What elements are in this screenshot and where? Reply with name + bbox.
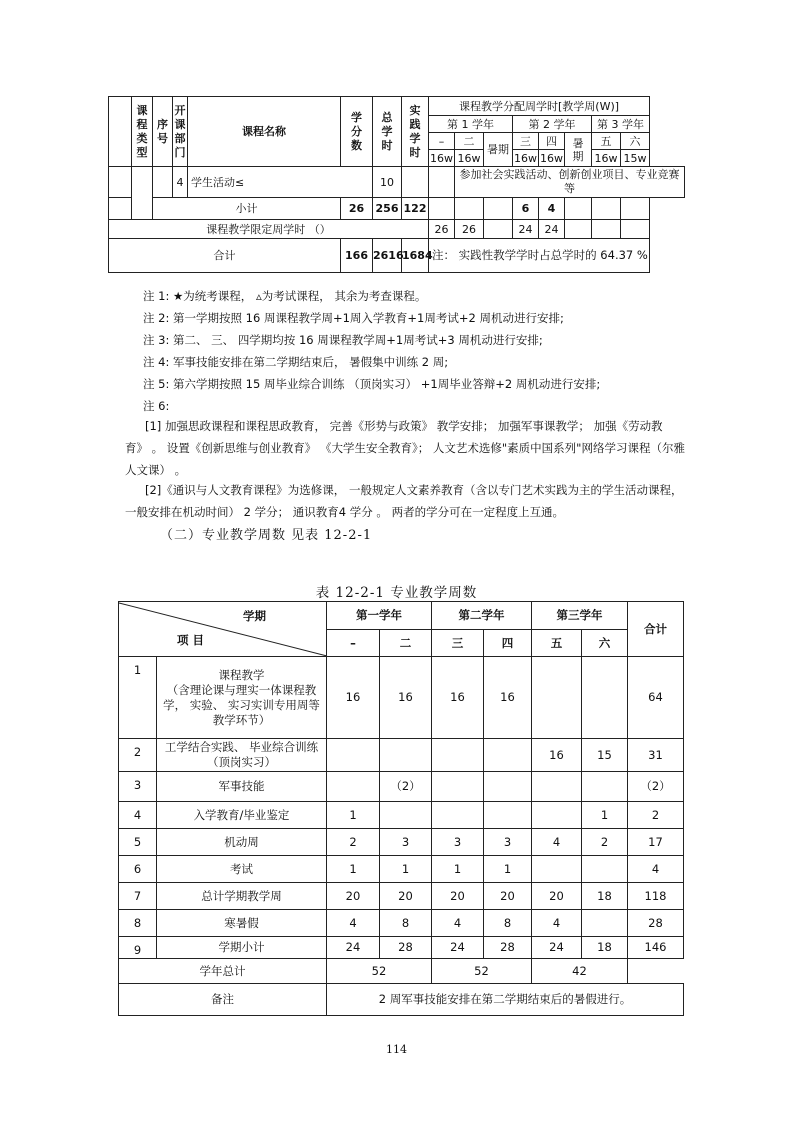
header-year-3: 第三学年 xyxy=(532,602,628,630)
row-term-value: 20 xyxy=(380,883,432,910)
weeks-term-5: 16w xyxy=(592,150,621,167)
row-term-value: 16 xyxy=(327,657,380,739)
table-row xyxy=(119,829,684,856)
row-total: 118 xyxy=(628,883,684,910)
empty-cell xyxy=(402,167,429,198)
empty-cell xyxy=(153,167,173,198)
row-term-value xyxy=(484,802,532,829)
header-term-3: 三 xyxy=(432,630,484,657)
row-number: 9 xyxy=(119,937,157,959)
row-total: 2 xyxy=(628,802,684,829)
empty-cell xyxy=(484,198,513,220)
year-total-2: 52 xyxy=(432,959,532,984)
empty-cell xyxy=(592,198,621,220)
subtotal-credit: 26 xyxy=(341,198,373,220)
row-term-value: 8 xyxy=(380,910,432,937)
row-number: 4 xyxy=(119,802,157,829)
diagonal-line xyxy=(119,603,327,656)
row-term-value: 16 xyxy=(380,657,432,739)
empty-cell xyxy=(621,220,650,239)
header-credit: 学 分 数 xyxy=(341,97,373,167)
row-term-value xyxy=(582,856,628,883)
teaching-weeks-table xyxy=(118,601,684,1016)
header-term-6: 六 xyxy=(621,133,650,150)
note-2: 注 2: 第一学期按照 16 周课程教学周+1周入学教育+1周考试+2 周机动进行安排; xyxy=(143,311,564,325)
remark-text: 2 周军事技能安排在第二学期结束后的暑假进行。 xyxy=(327,984,684,1016)
row-term-value xyxy=(582,657,628,739)
row-total: 146 xyxy=(628,937,684,959)
row-term-value: 24 xyxy=(432,937,484,959)
row-item-name: 学期小计 xyxy=(157,937,327,959)
header-term-2: 二 xyxy=(455,133,484,150)
row-term-value xyxy=(327,772,380,802)
header-term-5: 五 xyxy=(532,630,582,657)
empty-cell xyxy=(565,198,592,220)
table-body xyxy=(119,657,684,959)
row-term-value xyxy=(327,739,380,772)
note-5: 注 5: 第六学期按照 15 周毕业综合训练 （顶岗实习） +1周毕业答辩+2 周机动进行安排; xyxy=(143,377,601,391)
table-row xyxy=(119,657,684,739)
header-year-2: 第二学年 xyxy=(432,602,532,630)
row-term-value: 1 xyxy=(380,856,432,883)
row-term-value xyxy=(484,772,532,802)
row-term-value xyxy=(532,772,582,802)
subtotal-term-4: 4 xyxy=(539,198,565,220)
header-term-5: 五 xyxy=(592,133,621,150)
row-term-value: 4 xyxy=(532,829,582,856)
row-total: 4 xyxy=(628,856,684,883)
row-term-value: 20 xyxy=(532,883,582,910)
row-total: 31 xyxy=(628,739,684,772)
table-caption: 表 12-2-1 专业教学周数 xyxy=(315,585,478,601)
row-total: （2） xyxy=(628,772,684,802)
header-term-6: 六 xyxy=(582,630,628,657)
empty-cell xyxy=(621,198,650,220)
header-item-label: 项 目 xyxy=(177,632,205,647)
table-row xyxy=(119,937,684,959)
empty-cell xyxy=(109,198,132,220)
row-term-value xyxy=(532,802,582,829)
header-dept: 开 课 部 门 xyxy=(173,97,188,167)
table-row xyxy=(119,883,684,910)
table-row xyxy=(119,910,684,937)
limit-label: 课程教学限定周学时 （） xyxy=(109,220,429,239)
section-heading: （二）专业教学周数 见表 12-2-1 xyxy=(160,528,373,543)
row-total: 64 xyxy=(628,657,684,739)
header-summer-1: 暑期 xyxy=(484,133,513,167)
empty-cell xyxy=(429,167,455,198)
row-term-value: 2 xyxy=(582,829,628,856)
row-total: 28 xyxy=(628,910,684,937)
weeks-term-3: 16w xyxy=(514,151,537,165)
year-total-1: 52 xyxy=(327,959,432,984)
row-term-value: 2 xyxy=(327,829,380,856)
note-3: 注 3: 第二、 三、 四学期均按 16 周课程教学周+1周考试+3 周机动进行安排; xyxy=(143,333,543,347)
row-number: 2 xyxy=(119,739,157,772)
empty-cell xyxy=(109,167,132,198)
row-item-name: 军事技能 xyxy=(157,772,327,802)
row-number: 5 xyxy=(119,829,157,856)
row-item-name: 考试 xyxy=(157,856,327,883)
row-activity-no: 4 xyxy=(173,167,188,198)
year-total-3: 42 xyxy=(532,959,628,984)
header-year-2: 第 2 学年 xyxy=(513,116,592,133)
weeks-term-6: 15w xyxy=(621,150,650,167)
header-term-2: 二 xyxy=(380,630,432,657)
sum-note: 注： 实践性教学学时占总学时的 64.37 % xyxy=(429,239,650,273)
row-term-value: 20 xyxy=(484,883,532,910)
row-term-value: 15 xyxy=(582,739,628,772)
paragraph-1: [1] 加强思政课程和课程思政教育， 完善《形势与政策》 教学安排； 加强军事课教学； 加强《劳动教育》 。 设置《创新思维与创业教育》 《大学生安全教育》； 人文艺术选修"素质中国系列"网络学习课程（尔雅人文课） 。 xyxy=(125,419,685,477)
table-row xyxy=(119,856,684,883)
row-term-value: 24 xyxy=(327,937,380,959)
table-row xyxy=(119,739,684,772)
row-item-name: 总计学期教学周 xyxy=(157,883,327,910)
row-term-value xyxy=(432,772,484,802)
year-total-label: 学年总计 xyxy=(119,959,327,984)
header-term-1: – xyxy=(429,133,455,150)
row-term-value: 3 xyxy=(380,829,432,856)
row-term-value: 1 xyxy=(327,856,380,883)
row-item-name: 工学结合实践、 毕业综合训练 （顶岗实习） xyxy=(157,739,327,772)
row-term-value: 3 xyxy=(484,829,532,856)
row-term-value: 24 xyxy=(532,937,582,959)
row-term-value: 3 xyxy=(432,829,484,856)
weeks-term-1: 16w xyxy=(430,151,453,165)
header-year-1: 第 1 学年 xyxy=(429,116,513,133)
row-number: 1 xyxy=(119,657,157,739)
remark-label: 备注 xyxy=(119,984,327,1016)
row-number: 3 xyxy=(119,772,157,802)
table-row xyxy=(119,772,684,802)
header-year-3: 第 3 学年 xyxy=(592,116,650,133)
row-term-value: 4 xyxy=(432,910,484,937)
row-term-value: 1 xyxy=(484,856,532,883)
header-total-hours: 总 学 时 xyxy=(373,97,402,167)
sum-practice: 1684 xyxy=(402,239,429,273)
weeks-term-4: 16w xyxy=(540,151,563,165)
row-item-name: 入学教育/毕业鉴定 xyxy=(157,802,327,829)
empty-cell xyxy=(455,198,484,220)
table-row xyxy=(119,802,684,829)
header-term-1: – xyxy=(327,630,380,657)
row-term-value xyxy=(582,772,628,802)
subtotal-term-3: 6 xyxy=(513,198,539,220)
row-term-value: 4 xyxy=(327,910,380,937)
empty-cell xyxy=(429,198,455,220)
header-practice-hours: 实 践 学 时 xyxy=(402,97,429,167)
row-term-value: 20 xyxy=(327,883,380,910)
row-number: 7 xyxy=(119,883,157,910)
row-term-value: 8 xyxy=(484,910,532,937)
row-term-value xyxy=(532,657,582,739)
header-summer-2: 暑 期 xyxy=(565,133,592,167)
header-course-type: 课 程 类 型 xyxy=(132,97,153,167)
header-term-3: 三 xyxy=(513,133,539,150)
row-term-value: 16 xyxy=(432,657,484,739)
row-term-value xyxy=(582,910,628,937)
limit-term-1: 26 xyxy=(429,220,455,239)
row-term-value: （2） xyxy=(380,772,432,802)
page-number: 114 xyxy=(386,1043,407,1056)
empty-cell xyxy=(565,220,592,239)
row-number: 8 xyxy=(119,910,157,937)
empty-cell xyxy=(592,220,621,239)
note-6: 注 6: xyxy=(143,399,170,413)
sum-credit: 166 xyxy=(341,239,373,273)
note-1: 注 1: ★为统考课程， ▵为考试课程， 其余为考查课程。 xyxy=(143,289,427,303)
row-term-value: 1 xyxy=(582,802,628,829)
course-hours-table xyxy=(108,96,685,273)
row-term-value: 20 xyxy=(432,883,484,910)
header-term-4: 四 xyxy=(539,133,565,150)
row-term-value xyxy=(380,802,432,829)
row-activity-name: 学生活动≤ xyxy=(188,167,373,198)
weeks-term-2: 16w xyxy=(455,150,484,167)
subtotal-label: 小计 xyxy=(153,198,341,220)
row-term-value xyxy=(484,739,532,772)
row-term-value: 16 xyxy=(532,739,582,772)
row-item-name: 机动周 xyxy=(157,829,327,856)
limit-term-3: 24 xyxy=(513,220,539,239)
empty-cell xyxy=(132,167,153,220)
subtotal-total: 256 xyxy=(373,198,402,220)
limit-term-2: 26 xyxy=(455,220,484,239)
row-term-value: 1 xyxy=(432,856,484,883)
row-number: 6 xyxy=(119,856,157,883)
row-term-value xyxy=(380,739,432,772)
subtotal-practice: 122 xyxy=(402,198,429,220)
diagonal-header xyxy=(119,602,327,657)
row-term-value: 18 xyxy=(582,883,628,910)
sum-total: 2616 xyxy=(373,239,402,273)
row-term-value xyxy=(432,802,484,829)
row-total: 17 xyxy=(628,829,684,856)
header-total: 合计 xyxy=(628,602,684,657)
row-term-value: 18 xyxy=(582,937,628,959)
sum-label: 合计 xyxy=(109,239,341,273)
row-term-value: 1 xyxy=(327,802,380,829)
empty-cell xyxy=(109,97,132,167)
row-term-value: 4 xyxy=(532,910,582,937)
empty-cell xyxy=(484,220,513,239)
row-term-value xyxy=(432,739,484,772)
row-term-value xyxy=(532,856,582,883)
row-term-value: 28 xyxy=(484,937,532,959)
row-term-value: 16 xyxy=(484,657,532,739)
row-term-value: 28 xyxy=(380,937,432,959)
paragraph-2: [2]《通识与人文教育课程》为选修课， 一般规定人文素养教育（含以专门艺术实践为主的学生活动课程， 一般安排在机动时间） 2 学分； 通识教育4 学分 。 两者的学分可在一定程度上互通。 xyxy=(125,483,683,519)
header-term-4: 四 xyxy=(484,630,532,657)
header-term-label: 学期 xyxy=(243,608,266,623)
header-course-name: 课程名称 xyxy=(188,97,341,167)
row-activity-credit: 10 xyxy=(373,167,402,198)
row-item-name: 课程教学 （含理论课与理实一体课程教学， 实验、 实习实训专用周等教学环节） xyxy=(157,657,327,739)
header-weekly-distribution: 课程教学分配周学时[教学周(W)] xyxy=(429,97,650,116)
header-year-1: 第一学年 xyxy=(327,602,432,630)
limit-term-4: 24 xyxy=(539,220,565,239)
row-activity-note: 参加社会实践活动、创新创业项目、专业竞赛等 xyxy=(455,167,685,198)
note-4: 注 4: 军事技能安排在第二学期结束后， 暑假集中训练 2 周; xyxy=(143,355,449,369)
row-item-name: 寒暑假 xyxy=(157,910,327,937)
header-seq-no: 序 号 xyxy=(153,97,173,167)
